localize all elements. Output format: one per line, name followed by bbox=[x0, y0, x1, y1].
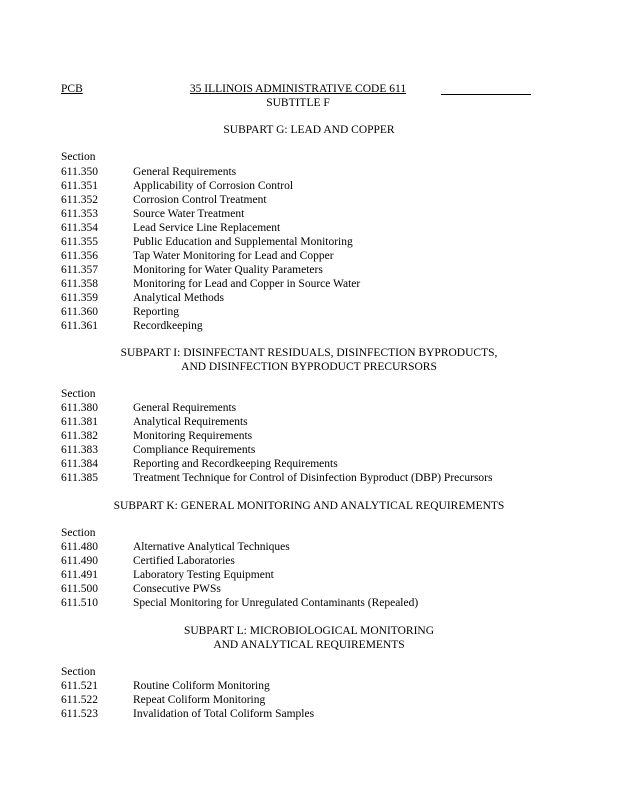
page-header bbox=[0, 82, 618, 112]
section-title: General Requirements bbox=[133, 166, 237, 178]
section-number: 611.490 bbox=[61, 555, 98, 567]
section-number: 611.356 bbox=[61, 250, 98, 262]
subpart-title: AND ANALYTICAL REQUIREMENTS bbox=[213, 639, 405, 651]
section-title: Special Monitoring for Unregulated Contaminants (Repealed) bbox=[133, 597, 419, 609]
section-number: 611.359 bbox=[61, 292, 98, 304]
section-title: Recordkeeping bbox=[133, 320, 203, 332]
list-item bbox=[61, 291, 578, 305]
section-title: Certified Laboratories bbox=[133, 555, 235, 567]
section-list-l bbox=[61, 679, 578, 721]
subpart-i bbox=[0, 346, 618, 374]
list-item bbox=[61, 568, 578, 582]
section-title: Source Water Treatment bbox=[133, 208, 245, 220]
list-item bbox=[61, 249, 578, 263]
list-item bbox=[61, 319, 578, 333]
subpart-title: SUBPART I: DISINFECTANT RESIDUALS, DISINFECTION BYPRODUCTS, bbox=[120, 347, 498, 359]
list-item bbox=[61, 540, 578, 554]
section-number: 611.350 bbox=[61, 166, 98, 178]
section-list-i bbox=[61, 401, 578, 485]
list-item bbox=[61, 707, 578, 721]
list-item bbox=[61, 429, 578, 443]
section-title: Tap Water Monitoring for Lead and Copper bbox=[133, 250, 334, 262]
list-item bbox=[61, 415, 578, 429]
subpart-g bbox=[0, 123, 618, 137]
section-title: Lead Service Line Replacement bbox=[133, 222, 281, 234]
section-title: Analytical Methods bbox=[133, 292, 225, 304]
list-item bbox=[61, 457, 578, 471]
section-number: 611.351 bbox=[61, 180, 98, 192]
section-title: Applicability of Corrosion Control bbox=[133, 180, 294, 192]
header-rule-line bbox=[441, 94, 531, 95]
section-title: Repeat Coliform Monitoring bbox=[133, 694, 266, 706]
section-title: Alternative Analytical Techniques bbox=[133, 541, 290, 553]
list-item bbox=[61, 193, 578, 207]
section-title: Monitoring for Lead and Copper in Source Water bbox=[133, 278, 361, 290]
section-number: 611.360 bbox=[61, 306, 98, 318]
section-number: 611.384 bbox=[61, 458, 98, 470]
list-item bbox=[61, 207, 578, 221]
section-title: Routine Coliform Monitoring bbox=[133, 680, 270, 692]
section-title: Reporting and Recordkeeping Requirements bbox=[133, 458, 338, 470]
list-item bbox=[61, 554, 578, 568]
subpart-title: SUBPART K: GENERAL MONITORING AND ANALYTICAL REQUIREMENTS bbox=[113, 500, 505, 512]
section-list-k bbox=[61, 540, 578, 610]
section-number: 611.385 bbox=[61, 472, 98, 484]
list-item bbox=[61, 582, 578, 596]
section-number: 611.353 bbox=[61, 208, 98, 220]
section-number: 611.500 bbox=[61, 583, 98, 595]
section-label: Section bbox=[61, 151, 96, 163]
section-title: General Requirements bbox=[133, 402, 237, 414]
section-number: 611.383 bbox=[61, 444, 98, 456]
section-title: Analytical Requirements bbox=[133, 416, 248, 428]
section-title: Monitoring Requirements bbox=[133, 430, 253, 442]
section-title: Reporting bbox=[133, 306, 179, 318]
section-label: Section bbox=[61, 527, 96, 539]
list-item bbox=[61, 443, 578, 457]
section-number: 611.491 bbox=[61, 569, 98, 581]
section-title: Corrosion Control Treatment bbox=[133, 194, 267, 206]
header-code: 35 ILLINOIS ADMINISTRATIVE CODE 611 bbox=[189, 83, 407, 95]
section-number: 611.480 bbox=[61, 541, 98, 553]
subpart-title: AND DISINFECTION BYPRODUCT PRECURSORS bbox=[181, 361, 437, 373]
section-number: 611.510 bbox=[61, 597, 98, 609]
list-item bbox=[61, 471, 578, 485]
section-list-g bbox=[61, 165, 578, 333]
list-item bbox=[61, 221, 578, 235]
header-subtitle: SUBTITLE F bbox=[266, 97, 330, 109]
section-title: Monitoring for Water Quality Parameters bbox=[133, 264, 323, 276]
section-number: 611.355 bbox=[61, 236, 98, 248]
section-number: 611.361 bbox=[61, 320, 98, 332]
subpart-k bbox=[0, 499, 618, 513]
section-title: Consecutive PWSs bbox=[133, 583, 221, 595]
list-item bbox=[61, 165, 578, 179]
section-number: 611.381 bbox=[61, 416, 98, 428]
section-number: 611.358 bbox=[61, 278, 98, 290]
section-number: 611.523 bbox=[61, 708, 98, 720]
list-item bbox=[61, 305, 578, 319]
list-item bbox=[61, 693, 578, 707]
section-label: Section bbox=[61, 388, 96, 400]
section-title: Treatment Technique for Control of Disinfection Byproduct (DBP) Precursors bbox=[133, 472, 493, 484]
list-item bbox=[61, 277, 578, 291]
section-number: 611.354 bbox=[61, 222, 98, 234]
section-title: Invalidation of Total Coliform Samples bbox=[133, 708, 315, 720]
section-title: Public Education and Supplemental Monitoring bbox=[133, 236, 353, 248]
section-number: 611.521 bbox=[61, 680, 98, 692]
section-number: 611.382 bbox=[61, 430, 98, 442]
section-number: 611.522 bbox=[61, 694, 98, 706]
subpart-title: SUBPART L: MICROBIOLOGICAL MONITORING bbox=[183, 625, 435, 637]
list-item bbox=[61, 179, 578, 193]
list-item bbox=[61, 235, 578, 249]
header-agency: PCB bbox=[61, 83, 83, 95]
list-item bbox=[61, 401, 578, 415]
subpart-l bbox=[0, 624, 618, 652]
section-number: 611.352 bbox=[61, 194, 98, 206]
section-label: Section bbox=[61, 666, 96, 678]
subpart-title: SUBPART G: LEAD AND COPPER bbox=[223, 124, 395, 136]
list-item bbox=[61, 679, 578, 693]
section-number: 611.380 bbox=[61, 402, 98, 414]
section-title: Laboratory Testing Equipment bbox=[133, 569, 274, 581]
section-number: 611.357 bbox=[61, 264, 98, 276]
list-item bbox=[61, 596, 578, 610]
list-item bbox=[61, 263, 578, 277]
section-title: Compliance Requirements bbox=[133, 444, 256, 456]
